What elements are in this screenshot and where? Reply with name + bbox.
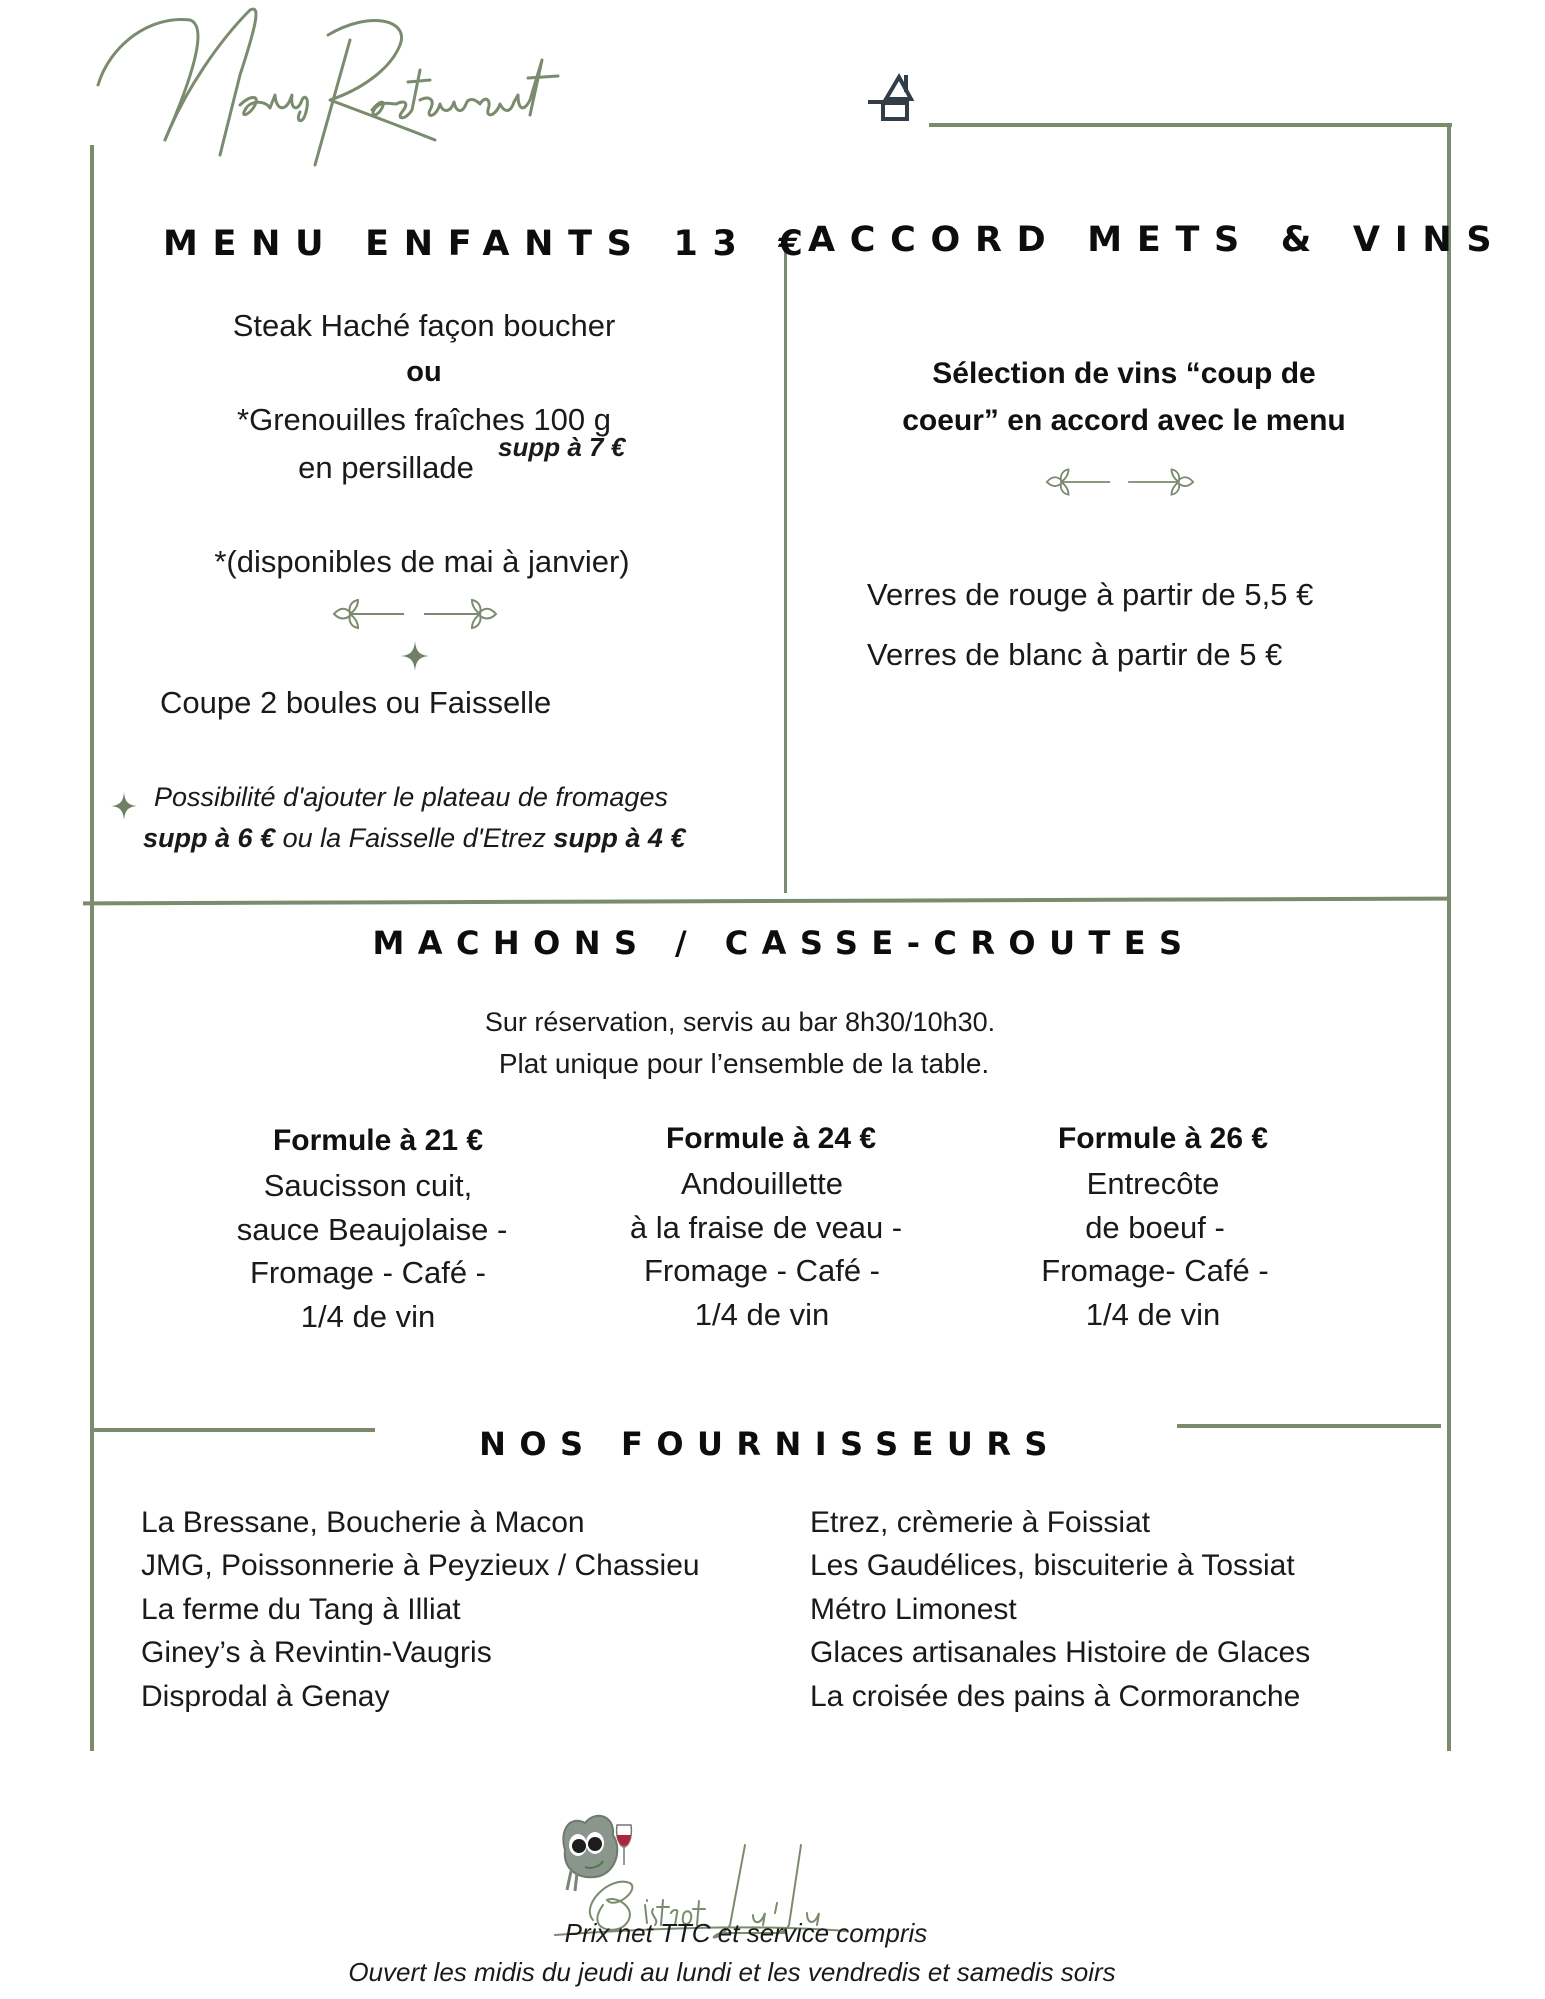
formule-line: Fromage - Café - [643,1253,881,1288]
accord-title: ACCORD METS & VINS [808,220,1507,260]
cheese-note-line2 [143,823,685,854]
machons-info-line1: Sur réservation, servis au bar 8h30/10h30. [484,1007,996,1037]
main-option-grenouilles-2: en persillade [298,450,474,485]
fait-maison-house-icon [866,72,928,122]
formule-line: 1/4 de vin [300,1299,436,1334]
supplier-item: JMG, Poissonnerie à Peyzieux / Chassieu [141,1549,700,1582]
formule-title: Formule à 26 € [1057,1122,1269,1155]
main-option-grenouilles: *Grenouilles fraîches 100 g [237,402,611,437]
formule-line: de boeuf - [1085,1210,1225,1245]
supplier-item: Disprodal à Genay [141,1680,390,1713]
supplier-item: La ferme du Tang à Illiat [141,1593,461,1626]
formule-line: Entrecôte [1086,1166,1220,1201]
wine-selection-line1: Sélection de vins “coup de [932,357,1316,390]
formule-title: Formule à 21 € [272,1124,484,1157]
formule-line: 1/4 de vin [694,1297,830,1332]
formule-line: Andouillette [680,1166,844,1201]
machons-info-line2: Plat unique pour l’ensemble de la table. [498,1048,990,1079]
cheese-note-middle: ou la Faisselle d'Etrez [282,823,546,853]
supplier-item: Les Gaudélices, biscuiterie à Tossiat [810,1549,1295,1582]
price-note: Prix net TTC et service compris [564,1918,928,1948]
leaf-divider-icon-2 [1045,467,1195,497]
supplier-item: Glaces artisanales Histoire de Glaces [810,1636,1311,1669]
fournisseurs-title: NOS FOURNISSEURS [479,1425,1061,1463]
supplier-item: Métro Limonest [810,1593,1017,1626]
opening-hours: Ouvert les midis du jeudi au lundi et les vendredis et samedis soirs [348,1957,1116,1987]
supplier-item: Giney’s à Revintin-Vaugris [141,1636,492,1669]
or-label: ou [406,356,442,388]
dessert-option: Coupe 2 boules ou Faisselle [160,685,552,720]
faisselle-supplement: supp à 4 € [553,823,686,853]
fournisseurs-right-line [1177,1424,1441,1428]
supplier-item: La croisée des pains à Cormoranche [810,1680,1301,1713]
cheese-note-line1: Possibilité d'ajouter le plateau de fromages [154,782,668,812]
frog-mascot-icon [563,1816,617,1891]
fournisseurs-left-line [92,1428,375,1432]
wine-selection-line2: coeur” en accord avec le menu [902,404,1346,437]
cheese-supplement: supp à 6 € [143,823,276,853]
sparkle-star-icon-small [111,792,137,820]
white-wine-price: Verres de blanc à partir de 5 € [867,637,1283,672]
formule-line: à la fraise de veau - [629,1210,903,1245]
formule-line: Fromage- Café - [1041,1253,1269,1288]
supplier-item: La Bressane, Boucherie à Macon [141,1506,585,1539]
sparkle-star-icon [401,641,429,671]
frame-right-line [1447,123,1451,1751]
formule-title: Formule à 24 € [665,1122,877,1155]
menus-restaurant-title [90,0,810,190]
machons-title: MACHONS / CASSE-CROUTES [372,924,1196,962]
section-divider [83,897,1449,906]
leaf-divider-icon [332,598,498,630]
main-option-steak: Steak Haché façon boucher [232,308,616,343]
menu-enfants-title: MENU ENFANTS 13 € [163,224,818,264]
red-wine-price: Verres de rouge à partir de 5,5 € [867,577,1314,612]
formule-line: Saucisson cuit, [263,1168,473,1203]
frame-left-line [90,145,94,1751]
column-divider [784,245,787,893]
frame-top-line [929,123,1452,127]
formule-line: sauce Beaujolaise - [236,1212,508,1247]
availability-note: *(disponibles de mai à janvier) [214,544,630,579]
wine-glass-icon [617,1825,632,1865]
formule-line: 1/4 de vin [1085,1297,1221,1332]
supplier-item: Etrez, crèmerie à Foissiat [810,1506,1151,1539]
formule-line: Fromage - Café - [249,1255,487,1290]
grenouilles-supplement: supp à 7 € [498,432,626,462]
